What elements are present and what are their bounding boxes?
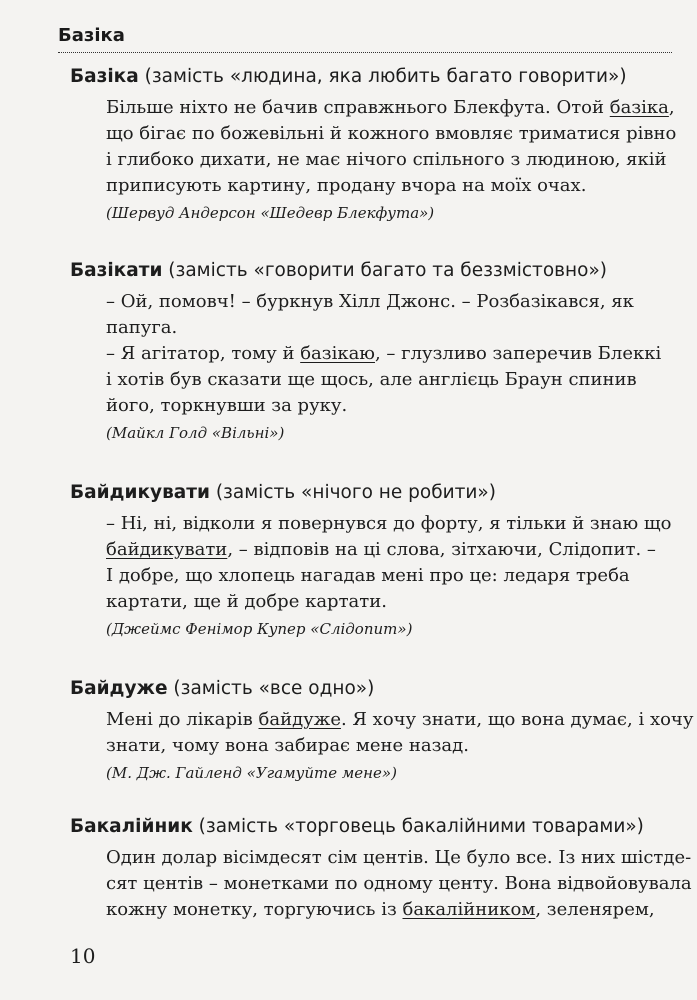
highlighted-word: бакалійником — [402, 899, 536, 920]
quote-line: його, торкнувши за руку. — [106, 395, 348, 416]
entry-definition: (замість «нічого не робити») — [209, 482, 496, 503]
entry-quote — [106, 707, 694, 784]
quote-line: сят центів – монетками по одному центу. Вона відвойовувала — [106, 873, 692, 894]
quote-line: байдикувати, – відповів на ці слова, зітхаючи, Слідопит. – — [106, 539, 656, 560]
quote-source: (М. Дж. Гайленд «Угамуйте мене») — [106, 764, 397, 782]
highlighted-word: базікаю — [300, 343, 375, 364]
highlighted-word: байдуже — [258, 709, 341, 730]
quote-line: кожну монетку, торгуючись із бакалійником, зеленярем, — [106, 899, 655, 920]
entry-definition: (замість «говорити багато та беззмістовно») — [162, 260, 607, 281]
quote-line: – Ні, ні, відколи я повернувся до форту, я тільки й знаю що — [106, 513, 672, 534]
entry-term: Базіка — [70, 66, 139, 87]
quote-line: і глибоко дихати, не має нічого спільного з людиною, якій — [106, 149, 667, 170]
quote-line: приписують картину, продану вчора на моїх очах. — [106, 175, 587, 196]
entry-definition: (замість «торговець бакалійними товарами») — [192, 816, 644, 837]
entry-quote — [106, 289, 674, 444]
quote-line: Більше ніхто не бачив справжнього Блекфута. Отой базіка, — [106, 97, 675, 118]
entry-term: Байдуже — [70, 678, 168, 699]
quote-line: що бігає по божевільні й кожного вмовляє триматися рівно — [106, 123, 677, 144]
quote-source: (Майкл Голд «Вільні») — [106, 424, 285, 442]
header-title: Базіка — [58, 25, 125, 46]
running-header — [58, 22, 672, 53]
entry-term: Байдикувати — [70, 482, 210, 503]
dictionary-entry — [70, 814, 692, 923]
quote-line: знати, чому вона забирає мене назад. — [106, 735, 469, 756]
quote-line: – Я агітатор, тому й базікаю, – глузливо заперечив Блеккі — [106, 343, 662, 364]
entry-definition: (замість «все одно») — [167, 678, 375, 699]
page-number: 10 — [70, 944, 96, 968]
dictionary-entry — [70, 64, 677, 224]
dictionary-entry — [70, 480, 674, 640]
highlighted-word: базіка — [609, 97, 669, 118]
entry-heading — [70, 258, 674, 284]
quote-source: (Джеймс Фенімор Купер «Слідопит») — [106, 620, 413, 638]
highlighted-word: байдикувати — [106, 539, 228, 560]
entry-heading — [70, 64, 674, 90]
entry-definition: (замість «людина, яка любить багато говорити») — [138, 66, 627, 87]
dictionary-entry — [70, 258, 674, 444]
entry-term: Базікати — [70, 260, 163, 281]
quote-line: Один долар вісімдесят сім центів. Це було все. Із них шістде- — [106, 847, 692, 868]
entry-quote — [106, 845, 692, 923]
quote-line: І добре, що хлопець нагадав мені про це: ледаря треба — [106, 565, 630, 586]
entry-heading — [70, 814, 674, 840]
quote-line: картати, ще й добре картати. — [106, 591, 387, 612]
quote-line: Мені до лікарів байдуже. Я хочу знати, що вона думає, і хочу — [106, 709, 694, 730]
entry-heading — [70, 480, 674, 506]
quote-source: (Шервуд Андерсон «Шедевр Блекфута») — [106, 204, 435, 222]
entry-quote — [106, 95, 677, 224]
quote-line: папуга. — [106, 317, 178, 338]
entry-term: Бакалійник — [70, 816, 193, 837]
dictionary-entry — [70, 676, 694, 784]
entry-heading — [70, 676, 674, 702]
quote-line: – Ой, помовч! – буркнув Хілл Джонс. – Розбазікався, як — [106, 291, 634, 312]
entry-quote — [106, 511, 674, 640]
quote-line: і хотів був сказати ще щось, але англієць Браун спинив — [106, 369, 637, 390]
